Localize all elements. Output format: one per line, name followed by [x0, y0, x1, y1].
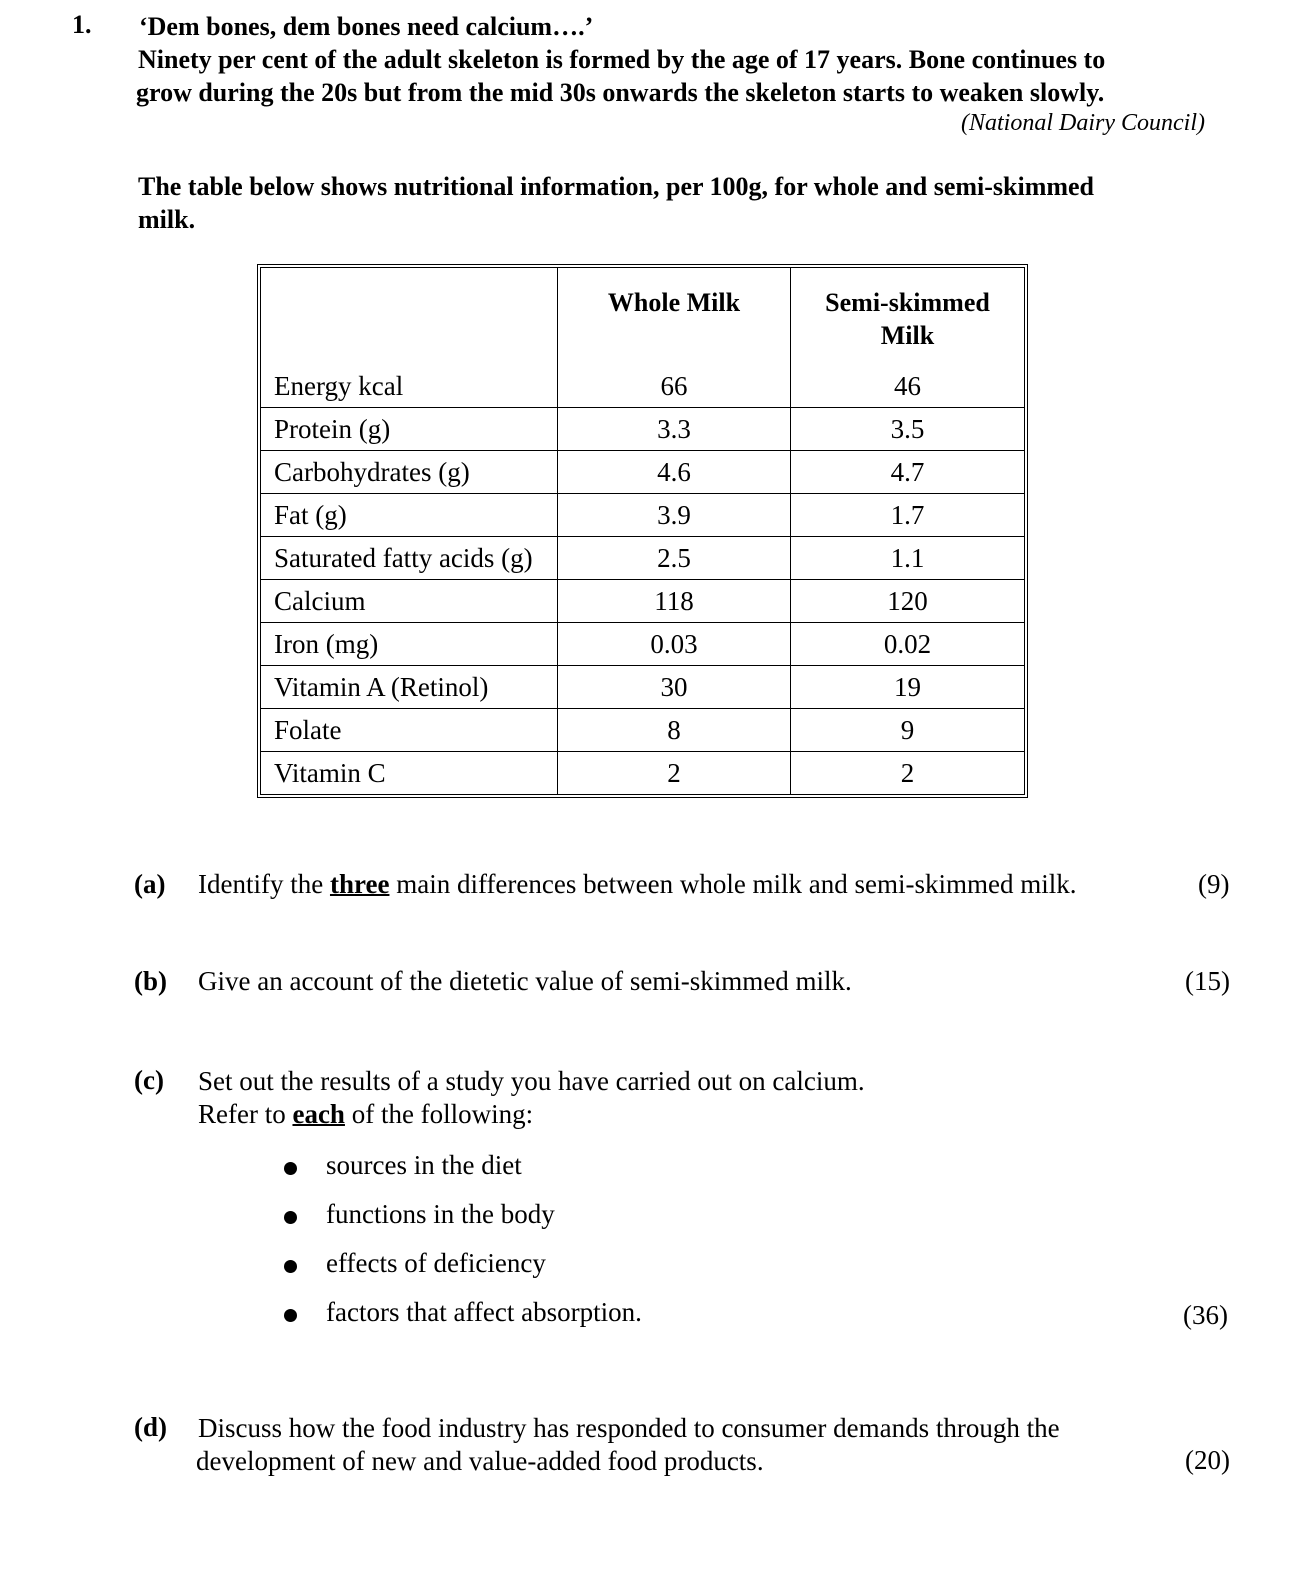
semi-skimmed-value: 1.7 [791, 494, 1024, 537]
header-semi-skimmed-line-2: Milk [880, 321, 935, 350]
part-c-label: (c) [134, 1065, 164, 1095]
whole-milk-value: 8 [558, 709, 791, 752]
nutrient-label: Folate [261, 709, 558, 752]
table-row [261, 408, 1024, 451]
table-intro [138, 170, 1218, 236]
table-row [261, 580, 1024, 623]
nutrient-label: Energy kcal [261, 365, 558, 408]
whole-milk-value: 2 [558, 752, 791, 794]
part-c-text [198, 1065, 865, 1131]
table-row [261, 709, 1024, 752]
semi-skimmed-value: 2 [900, 757, 915, 788]
semi-skimmed-value: 120 [791, 580, 1024, 623]
table-row [261, 623, 1024, 666]
part-d-line-2: development of new and value-added food products. [196, 1446, 764, 1476]
question-intro [136, 10, 1216, 109]
bullet-text: functions in the body [326, 1199, 555, 1229]
part-c-line-2-after: of the following: [344, 1099, 534, 1129]
table-row [261, 451, 1024, 494]
whole-milk-value: 118 [558, 580, 791, 623]
whole-milk-value: 3.9 [558, 494, 791, 537]
bullet-text: sources in the diet [326, 1150, 522, 1180]
whole-milk-value: 66 [558, 365, 791, 408]
semi-skimmed-value: 19 [791, 666, 1024, 709]
part-c-line-1: Set out the results of a study you have carried out on calcium. [198, 1066, 865, 1096]
whole-milk-value: 2.5 [558, 537, 791, 580]
semi-skimmed-value: 3.5 [791, 408, 1024, 451]
part-a-text [198, 869, 1077, 900]
whole-milk-value: 30 [558, 666, 791, 709]
part-d-marks: (20) [1185, 1445, 1230, 1475]
header-semi-skimmed-line-1: Semi-skimmed [825, 288, 990, 317]
table-header-row [261, 268, 1024, 365]
bullet-icon [284, 1309, 297, 1322]
whole-milk-value: 4.6 [558, 451, 791, 494]
part-a-text-after: main differences between whole milk and semi-skimmed milk. [389, 869, 1077, 899]
part-a-emphasis: three [329, 869, 390, 899]
nutrient-label: Carbohydrates (g) [261, 451, 558, 494]
table-intro-line-1: The table below shows nutritional information, per 100g, for whole and semi-skimmed [138, 172, 1095, 201]
part-d-line-1: Discuss how the food industry has responded to consumer demands through the [198, 1413, 1060, 1443]
intro-line-3: grow during the 20s but from the mid 30s onwards the skeleton starts to weaken slowly. [136, 78, 1105, 107]
header-semi-skimmed-milk [791, 268, 1024, 365]
semi-skimmed-value: 46 [791, 365, 1024, 408]
part-c-emphasis: each [292, 1099, 345, 1129]
table-row [261, 494, 1024, 537]
semi-skimmed-value: 1.1 [791, 537, 1024, 580]
question-number: 1. [72, 10, 92, 39]
semi-skimmed-value: 4.7 [791, 451, 1024, 494]
table-intro-line-2: milk. [138, 205, 196, 234]
table-row [261, 365, 1024, 408]
nutrient-label: Vitamin C [261, 752, 558, 794]
nutrient-label: Fat (g) [261, 494, 558, 537]
header-whole-milk: Whole Milk [558, 268, 791, 365]
bullet-text: effects of deficiency [326, 1248, 546, 1278]
part-a-label: (a) [134, 869, 166, 899]
semi-skimmed-value: 9 [791, 709, 1024, 752]
semi-skimmed-value: 0.02 [791, 623, 1024, 666]
part-d-text [196, 1412, 1060, 1478]
part-b-label: (b) [134, 966, 167, 996]
table-row [261, 537, 1024, 580]
nutrient-label: Saturated fatty acids (g) [261, 537, 558, 580]
nutrition-table [260, 267, 1025, 795]
bullet-icon [284, 1260, 297, 1273]
nutrient-label: Vitamin A (Retinol) [261, 666, 558, 709]
whole-milk-value: 3.3 [558, 408, 791, 451]
source-citation: (National Dairy Council) [961, 110, 1205, 136]
whole-milk-value: 0.03 [558, 623, 791, 666]
part-c-line-2-before: Refer to [198, 1099, 293, 1129]
part-d-label: (d) [134, 1412, 167, 1442]
part-a-marks: (9) [1198, 869, 1230, 899]
bullet-text: factors that affect absorption. [326, 1297, 642, 1327]
table-row [261, 752, 1024, 794]
nutrient-label: Iron (mg) [261, 623, 558, 666]
nutrient-label: Calcium [261, 580, 558, 623]
bullet-icon [284, 1211, 297, 1224]
header-empty [261, 268, 558, 365]
table-row [261, 666, 1024, 709]
intro-line-2: Ninety per cent of the adult skeleton is formed by the age of 17 years. Bone continues to [138, 45, 1106, 74]
bullet-icon [284, 1162, 297, 1175]
part-b-text: Give an account of the dietetic value of semi-skimmed milk. [198, 966, 852, 996]
part-a-text-before: Identify the [198, 869, 330, 899]
nutrient-label: Protein (g) [261, 408, 558, 451]
question-title: ‘Dem bones, dem bones need calcium….’ [139, 12, 594, 41]
part-b-marks: (15) [1185, 966, 1230, 996]
part-c-marks: (36) [1183, 1300, 1228, 1330]
